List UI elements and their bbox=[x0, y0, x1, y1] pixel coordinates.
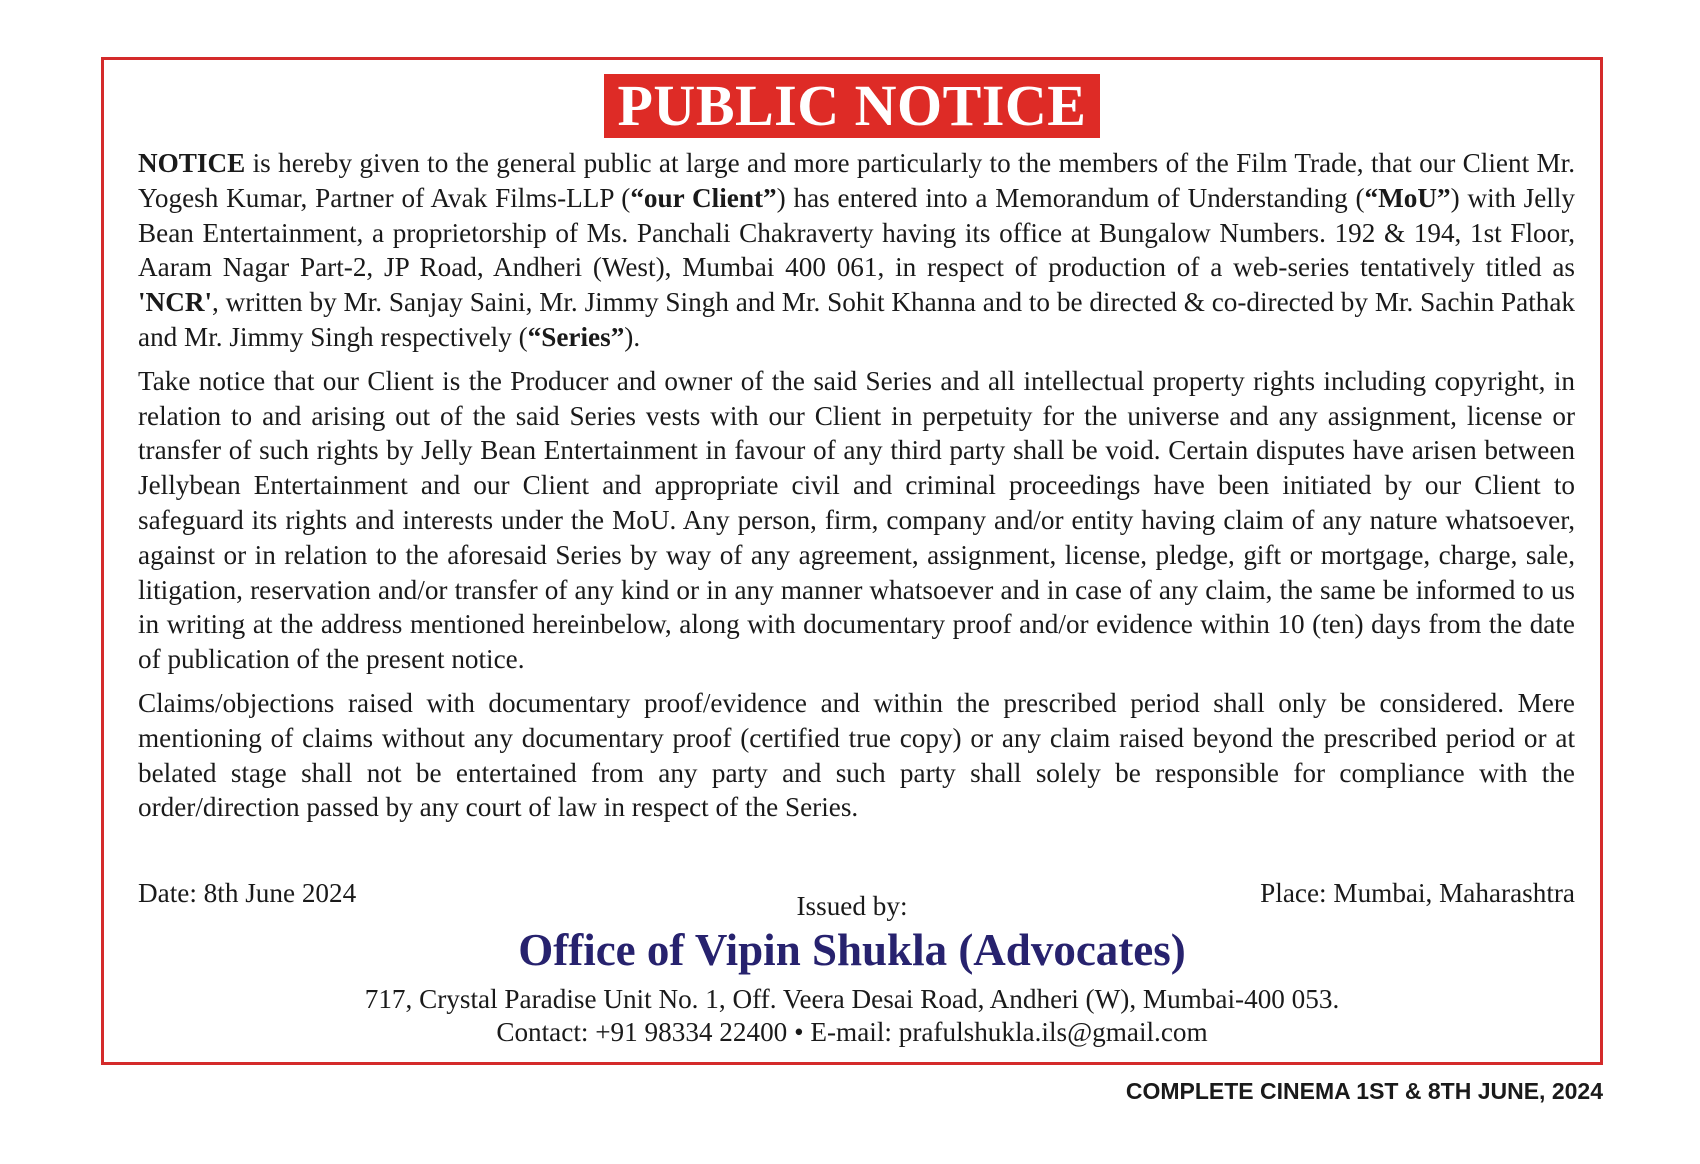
notice-title: PUBLIC NOTICE bbox=[604, 74, 1101, 138]
notice-paragraph-1 bbox=[138, 146, 1575, 355]
notice-place: Place: Mumbai, Maharashtra bbox=[1260, 878, 1575, 908]
para1-bold-mou: “MoU” bbox=[1364, 182, 1451, 213]
notice-lead: NOTICE bbox=[138, 148, 246, 178]
notice-paragraph-2: Take notice that our Client is the Producer and owner of the said Series and all intellectual property rights including copyright, in relation to and arising out of the said Series vests with our Client in perpetuity for the universe and any assignment, license or transfer of such rights by Jelly Bean Entertainment in favour of any third party shall be void. Certain disputes have arisen between Jellybean Entertainment and our Client and appropriate civil and criminal proceedings have been initiated by our Client to safeguard its rights and interests under the MoU. Any person, firm, company and/or entity having claim of any nature whatsoever, against or in relation to the aforesaid Series by way of any agreement, assignment, license, pledge, gift or mortgage, charge, sale, litigation, reservation and/or transfer of any kind or in any manner whatsoever and in case of any claim, the same be informed to us in writing at the address mentioned hereinbelow, along with documentary proof and/or evidence within 10 (ten) days from the date of publication of the present notice. bbox=[138, 365, 1575, 675]
para1-text-5: ). bbox=[624, 321, 641, 352]
office-address: 717, Crystal Paradise Unit No. 1, Off. Veera Desai Road, Andheri (W), Mumbai-400 053. bbox=[364, 984, 1340, 1014]
issuing-office-name: Office of Vipin Shukla (Advocates) bbox=[518, 925, 1186, 975]
para1-bold-ncr: 'NCR' bbox=[138, 287, 213, 318]
title-wrap bbox=[104, 74, 1600, 138]
para1-text-1: is hereby given to the general public at large and more particularly to the members of the Film Trade, that our Client Mr. Yogesh Kumar, Partner of Avak Films-LLP ( bbox=[138, 148, 1575, 213]
public-notice-frame bbox=[101, 57, 1603, 1065]
para1-bold-our-client: “our Client” bbox=[630, 182, 777, 213]
para1-bold-series: “Series” bbox=[527, 321, 625, 352]
para1-text-3: ) with Jelly Bean Entertainment, a proprietorship of Ms. Panchali Chakraverty having its office at Bungalow Numbers. 192 & 194, 1st Floor, Aaram Nagar Part-2, JP Road, Andheri (West), Mumbai 400 061, in respect of production of a web-series tentatively titled as bbox=[138, 182, 1575, 283]
notice-paragraph-3: Claims/objections raised with documentary proof/evidence and within the prescribed period shall only be considered. Mere mentioning of claims without any documentary proof (certified true copy) or any claim raised beyond the prescribed period or at belated stage shall not be entertained from any party and such party shall solely be responsible for compliance with the order/direction passed by any court of law in respect of the Series. bbox=[138, 687, 1575, 823]
office-contact: Contact: +91 98334 22400 • E-mail: prafulshukla.ils@gmail.com bbox=[496, 1017, 1208, 1047]
notice-body bbox=[138, 146, 1575, 834]
issued-by-label: Issued by: bbox=[796, 891, 908, 921]
publication-footer: COMPLETE CINEMA 1ST & 8TH JUNE, 2024 bbox=[1125, 1078, 1603, 1104]
para1-text-2: ) has entered into a Memorandum of Understanding ( bbox=[776, 182, 1365, 213]
notice-date: Date: 8th June 2024 bbox=[138, 878, 357, 908]
para1-text-4: , written by Mr. Sanjay Saini, Mr. Jimmy Singh and Mr. Sohit Khanna and to be directed & co-directed by Mr. Sachin Pathak and Mr. Jimmy Singh respectively ( bbox=[138, 287, 1575, 352]
